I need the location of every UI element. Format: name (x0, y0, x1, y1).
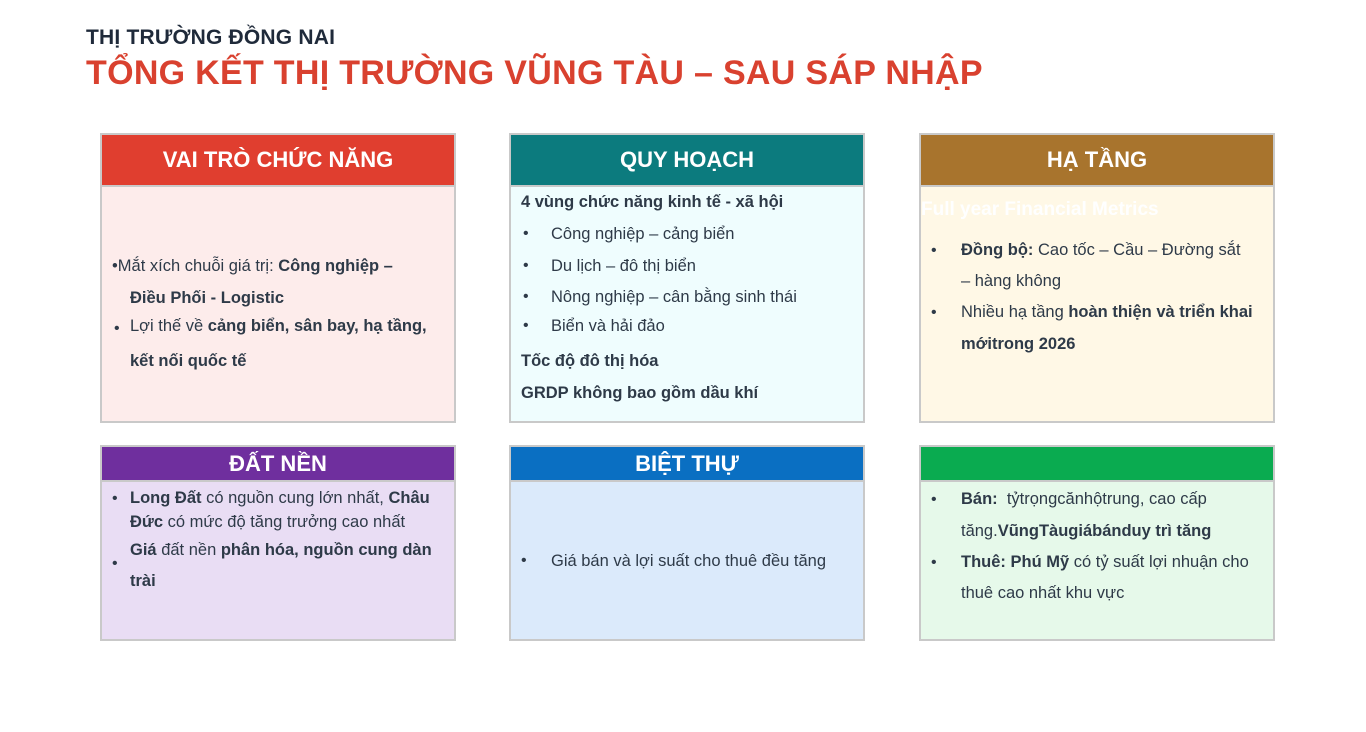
bullet: • (931, 304, 937, 321)
list-item (112, 257, 393, 276)
item-text-bold: Thuê: Phú Mỹ (961, 553, 1070, 571)
item-text: Cao tốc – Cầu – Đường sắt (1033, 241, 1241, 259)
list-item (130, 513, 405, 532)
bullet: • (931, 554, 937, 571)
card-body (511, 482, 863, 641)
card-title: BIỆT THỰ (635, 451, 739, 476)
page-subtitle: THỊ TRƯỜNG ĐỒNG NAI (86, 26, 336, 49)
list-item (961, 241, 1241, 260)
list-item (130, 317, 427, 336)
item-text-bold: Công nghiệp – (278, 257, 393, 275)
card-ha-tang (919, 133, 1275, 423)
item-text: – hàng không (961, 272, 1062, 290)
list-item (130, 541, 432, 560)
page-title: TỔNG KẾT THỊ TRƯỜNG VŨNG TÀU – SAU SÁP NHẬP (86, 54, 983, 92)
item-text-bold: Đồng bộ: (961, 241, 1034, 259)
item-text-bold: mớitrong 2026 (961, 335, 1076, 353)
list-item: Biển và hải đảo (551, 317, 665, 335)
hidden-label: Full year Financial Metrics (921, 199, 1159, 220)
bullet: • (523, 288, 529, 305)
card-body (102, 482, 454, 641)
item-text-bold: trài (130, 572, 156, 590)
list-item: Nông nghiệp – cân bằng sinh thái (551, 288, 797, 306)
item-text: có mức độ tăng trưởng cao nhất (163, 513, 406, 531)
bullet: • (523, 257, 529, 274)
list-item (961, 553, 1249, 572)
card-title: VAI TRÒ CHỨC NĂNG (162, 147, 394, 172)
bullet: • (112, 555, 118, 572)
list-item: Giá bán và lợi suất cho thuê đều tăng (551, 552, 827, 570)
bullet: • (931, 491, 937, 508)
list-item (961, 490, 1207, 509)
item-text-bold: cảng biển, sân bay, hạ tầng, (207, 317, 427, 335)
card-biet-thu (509, 445, 865, 641)
card-header (511, 447, 863, 482)
item-text: Nhiều hạ tầng (961, 303, 1069, 321)
item-text-bold: Châu (388, 489, 430, 507)
card-title: QUY HOẠCH (619, 147, 755, 172)
item-text-bold: phân hóa, nguồn cung dàn (220, 541, 432, 559)
card-header (921, 447, 1273, 482)
card-header (102, 135, 454, 187)
item-text-bold: Điều Phối - Logistic (130, 289, 285, 307)
bullet: • (112, 490, 118, 507)
card-header (102, 447, 454, 482)
item-text-bold: Giá (130, 541, 157, 559)
item-text: Lợi thế về (130, 317, 208, 335)
card-body (921, 187, 1273, 423)
item-text: •Mắt xích chuỗi giá trị: (112, 257, 279, 275)
card-quy-hoach (509, 133, 865, 423)
item-text-bold: Long Đất (130, 489, 202, 507)
section-heading: 4 vùng chức năng kinh tế - xã hội (521, 193, 784, 211)
bullet: • (523, 225, 529, 242)
card-vai-tro (100, 133, 456, 423)
item-text: tăng. (961, 522, 998, 540)
card-body (511, 187, 863, 423)
list-item (130, 489, 430, 508)
item-text-bold: kết nối quốc tế (130, 352, 247, 370)
list-item (961, 303, 1253, 322)
bullet: • (931, 242, 937, 259)
list-item: Du lịch – đô thị biển (551, 257, 696, 275)
item-text-bold: hoàn thiện và triển khai (1068, 303, 1253, 321)
item-text: có nguồn cung lớn nhất, (201, 489, 389, 507)
item-text-bold: Đức (130, 513, 164, 531)
section-heading: Tốc độ đô thị hóa (521, 352, 659, 370)
card-title: ĐẤT NỀN (229, 451, 327, 476)
section-heading: GRDP không bao gồm dầu khí (521, 384, 759, 402)
card-header (511, 135, 863, 187)
card-body (921, 482, 1273, 641)
item-text: đất nền (156, 541, 221, 559)
card-header (921, 135, 1273, 187)
item-text: tỷtrọngcănhộtrung, cao cấp (997, 490, 1207, 508)
card-body (102, 187, 454, 423)
item-text-bold: Bán: (961, 490, 998, 508)
item-text: có tỷ suất lợi nhuận cho (1069, 553, 1249, 571)
item-text-bold: VũngTàugiábánduy trì tăng (997, 522, 1212, 540)
card-title: HẠ TẦNG (1046, 147, 1148, 172)
bullet: • (114, 320, 120, 337)
bullet: • (521, 552, 527, 569)
card-dat-nen (100, 445, 456, 641)
card-can-ho (919, 445, 1275, 641)
item-text: thuê cao nhất khu vực (961, 584, 1125, 602)
list-item (961, 522, 1211, 541)
bullet: • (523, 317, 529, 334)
list-item: Công nghiệp – cảng biển (551, 225, 735, 243)
